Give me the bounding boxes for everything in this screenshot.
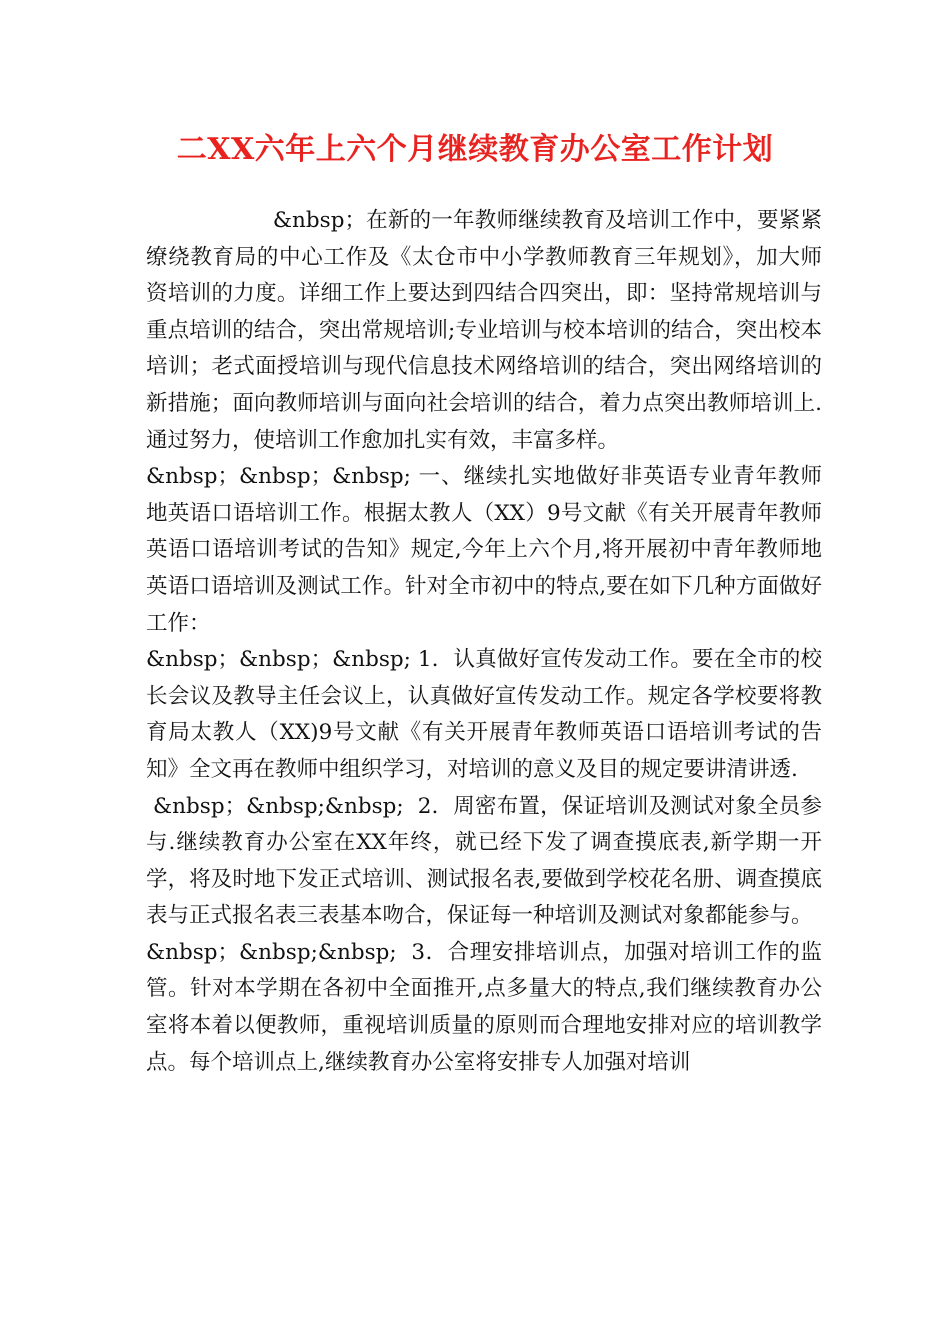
paragraph-item-2: &nbsp；&nbsp;&nbsp; 2．周密布置，保证培训及测试对象全员参与.继续教育办公室在XX年终，就已经下发了调查摸底表,新学期一开学，将及时地下发正式培训、测试报名表,要做到学校花名册、调查摸底表与正式报名表三表基本吻合，保证每一种培训及测试对象都能参与。 xyxy=(146,793,822,929)
paragraph-intro: &nbsp；在新的一年教师继续教育及培训工作中，要紧紧缭绕教育局的中心工作及《太仓市中小学教师教育三年规划》，加大师资培训的力度。详细工作上要达到四结合四突出，即：坚持常规培训与重点培训的结合，突出常规培训;专业培训与校本培训的结合，突出校本培训；老式面授培训与现代信息技术网络培训的结合，突出网络培训的新措施；面向教师培训与面向社会培训的结合，着力点突出教师培训上.通过努力，使培训工作愈加扎实有效，丰富多样。 xyxy=(146,208,822,453)
document-title: 二XX六年上六个月继续教育办公室工作计划 xyxy=(176,132,774,167)
paragraph-item-1: &nbsp；&nbsp；&nbsp; 1．认真做好宣传发动工作。要在全市的校长会议及教导主任会议上，认真做好宣传发动工作。规定各学校要将教育局太教人（XX)9号文献《有关开展青年教师英语口语培训考试的告知》全文再在教师中组织学习，对培训的意义及目的规定要讲清讲透. xyxy=(146,647,822,782)
paragraph-section-1: &nbsp；&nbsp；&nbsp; 一、继续扎实地做好非英语专业青年教师地英语口语培训工作。根据太教人（XX）9号文献《有关开展青年教师英语口语培训考试的告知》规定,今年上六个月,将开展初中青年教师地英语口语培训及测试工作。针对全市初中的特点,要在如下几种方面做好工作： xyxy=(146,464,822,636)
paragraph-item-3: &nbsp；&nbsp;&nbsp; 3．合理安排培训点，加强对培训工作的监管。针对本学期在各初中全面推开,点多量大的特点,我们继续教育办公室将本着以便教师，重视培训质量的原则而合理地安排对应的培训教学点。每个培训点上,继续教育办公室将安排专人加强对培训 xyxy=(146,939,822,1075)
document-body xyxy=(146,203,822,1081)
